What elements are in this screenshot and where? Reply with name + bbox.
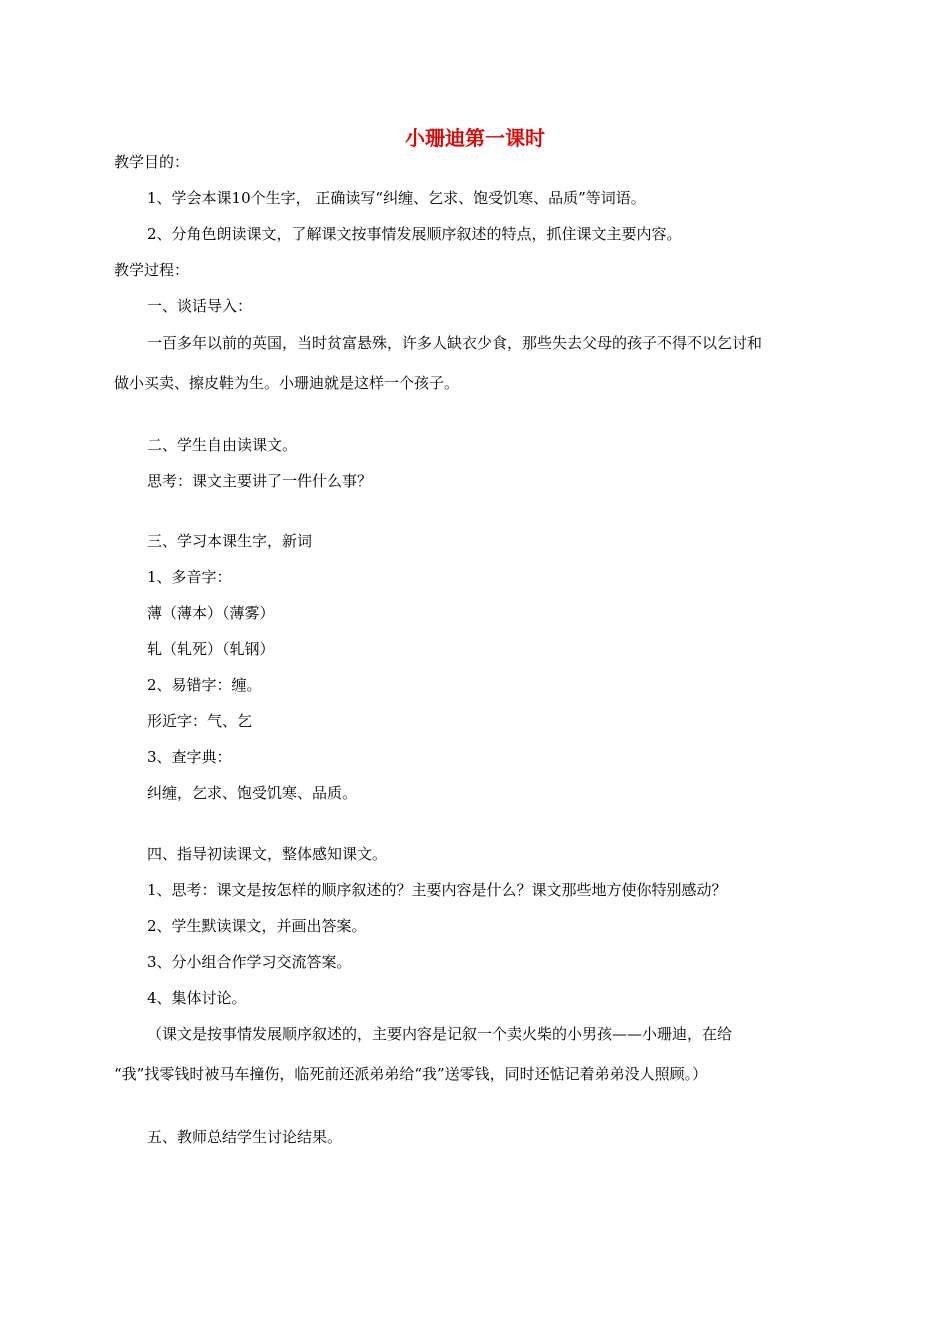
list-item: 2、易错字：缠。 (147, 676, 262, 694)
step-heading-5: 五、教师总结学生讨论结果。 (147, 1128, 343, 1146)
paragraph-line: “我”找零钱时被马车撞伤，临死前还派弟弟给“我”送零钱，同时还惦记着弟弟没人照顾。） (114, 1065, 708, 1083)
paragraph-line: （课文是按事情发展顺序叙述的，主要内容是记叙一个卖火柴的小男孩——小珊迪，在给 (147, 1025, 733, 1043)
list-item: 1、思考：课文是按怎样的顺序叙述的？主要内容是什么？课文那些地方使你特别感动？ (147, 881, 727, 899)
objective-item-2: 2、分角色朗读课文，了解课文按事情发展顺序叙述的特点，抓住课文主要内容。 (147, 225, 682, 243)
list-item: 3、分小组合作学习交流答案。 (147, 953, 352, 971)
step-heading-4: 四、指导初读课文，整体感知课文。 (147, 845, 388, 863)
list-item: 3、查字典： (147, 748, 232, 766)
step-heading-1: 一、谈话导入： (147, 297, 253, 315)
section-heading-process: 教学过程： (114, 261, 190, 279)
section-heading-objectives: 教学目的： (114, 153, 190, 171)
list-item: 形近字：气、乞 (147, 712, 253, 730)
step-heading-2: 二、学生自由读课文。 (147, 436, 298, 454)
step-heading-3: 三、学习本课生字，新词 (147, 532, 313, 550)
list-item: 4、集体讨论。 (147, 989, 247, 1007)
list-item: 薄（薄本）（薄雾） (147, 604, 275, 622)
objective-item-1: 1、学会本课10个生字， 正确读写“纠缠、乞求、饱受饥寒、品质”等词语。 (147, 189, 646, 207)
list-item: 1、多音字： (147, 568, 232, 586)
list-item: 轧（轧死）（轧钢） (147, 640, 275, 658)
list-item: 2、学生默读课文，并画出答案。 (147, 917, 367, 935)
paragraph-line: 思考：课文主要讲了一件什么事？ (147, 472, 373, 490)
paragraph-line: 做小买卖、擦皮鞋为生。小珊迪就是这样一个孩子。 (114, 374, 460, 392)
document-title: 小珊迪第一课时 (405, 126, 545, 150)
list-item: 纠缠，乞求、饱受饥寒、品质。 (147, 784, 358, 802)
paragraph-line: 一百多年以前的英国，当时贫富悬殊，许多人缺衣少食，那些失去父母的孩子不得不以乞讨和 (147, 334, 763, 352)
